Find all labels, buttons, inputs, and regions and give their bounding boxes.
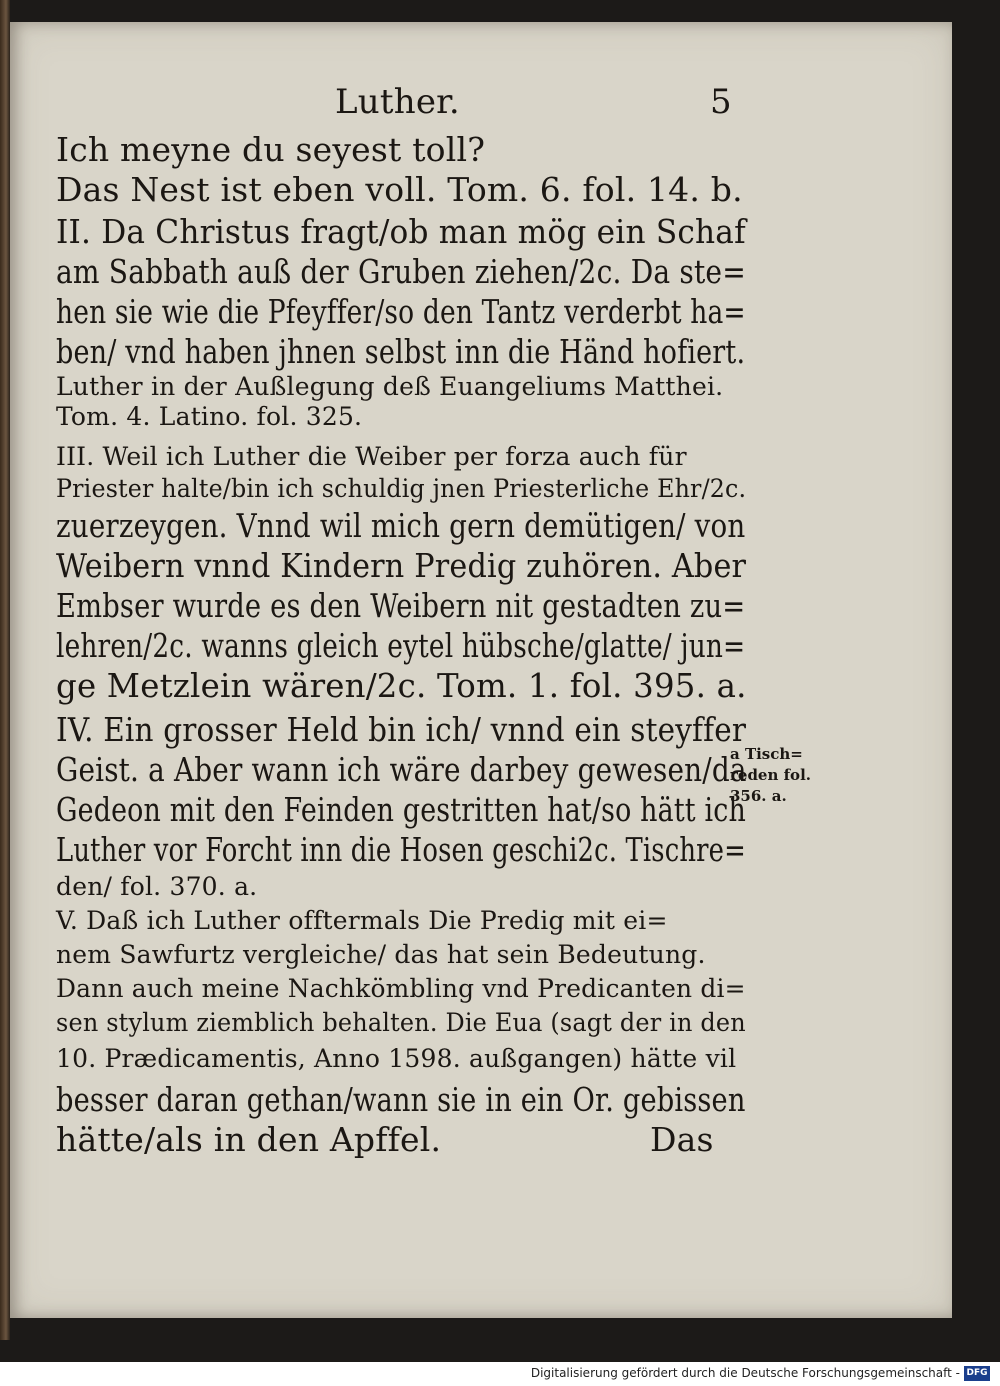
text-line: besser daran gethan/wann sie in ein Or. gebissen	[56, 1080, 746, 1119]
text-line: Priester halte/bin ich schuldig jnen Priesterliche Ehr/2c.	[56, 474, 747, 503]
text-line: ge Metzlein wären/2c. Tom. 1. fol. 395. a.	[56, 666, 747, 705]
running-head: Luther.	[335, 82, 460, 122]
text-line: II. Da Christus fragt/ob man mög ein Schaf	[56, 212, 746, 251]
footer-bar	[0, 1362, 1000, 1386]
catchword: Das	[650, 1120, 714, 1159]
text-line: Weibern vnnd Kindern Predig zuhören. Aber	[56, 546, 747, 585]
text-line: zuerzeygen. Vnnd wil mich gern demütigen/ von	[56, 506, 746, 545]
marginal-note-line: 356. a.	[730, 787, 787, 805]
text-line: Das Nest ist eben voll. Tom. 6. fol. 14. b.	[56, 170, 743, 209]
text-line: Luther vor Forcht inn die Hosen geschi2c. Tischre=	[56, 830, 746, 869]
text-line: Geist. a Aber wann ich wäre darbey gewesen/da	[56, 750, 747, 789]
text-line: V. Daß ich Luther offtermals Die Predig mit ei=	[56, 906, 668, 935]
book-spine	[0, 0, 10, 1340]
text-line: ben/ vnd haben jhnen selbst inn die Händ hofiert.	[56, 332, 746, 371]
funding-credit: Digitalisierung gefördert durch die Deutsche Forschungsgemeinschaft -	[530, 1366, 960, 1380]
text-line: nem Sawfurtz vergleiche/ das hat sein Bedeutung.	[56, 940, 706, 969]
dfg-logo: DFG	[964, 1366, 990, 1381]
marginal-note-line: reden fol.	[730, 766, 811, 784]
text-line: Tom. 4. Latino. fol. 325.	[56, 402, 363, 431]
text-line: Gedeon mit den Feinden gestritten hat/so hätt ich	[56, 790, 746, 829]
text-line: den/ fol. 370. a.	[56, 872, 258, 901]
text-line: Ich meyne du seyest toll?	[56, 130, 486, 169]
text-line: Dann auch meine Nachkömbling vnd Predicanten di=	[56, 974, 746, 1003]
marginal-note-line: a Tisch=	[730, 745, 803, 763]
page-number: 5	[710, 82, 732, 122]
text-line: 10. Prædicamentis, Anno 1598. außgangen) hätte vil	[56, 1044, 737, 1073]
text-line: IV. Ein grosser Held bin ich/ vnnd ein steyffer	[56, 710, 747, 749]
text-line: III. Weil ich Luther die Weiber per forza auch für	[56, 442, 687, 471]
text-line: am Sabbath auß der Gruben ziehen/2c. Da ste=	[56, 252, 746, 291]
text-line: Embser wurde es den Weibern nit gestadten zu=	[56, 586, 746, 625]
text-line: sen stylum ziemblich behalten. Die Eua (sagt der in den	[56, 1008, 746, 1037]
text-line: hen sie wie die Pfeyffer/so den Tantz verderbt ha=	[56, 292, 746, 331]
marginal-note	[730, 744, 811, 807]
book-page	[10, 22, 952, 1318]
text-line: hätte/als in den Apffel.	[56, 1120, 442, 1159]
text-line: lehren/2c. wanns gleich eytel hübsche/glatte/ jun=	[56, 626, 746, 665]
text-line: Luther in der Außlegung deß Euangeliums Matthei.	[56, 372, 724, 401]
